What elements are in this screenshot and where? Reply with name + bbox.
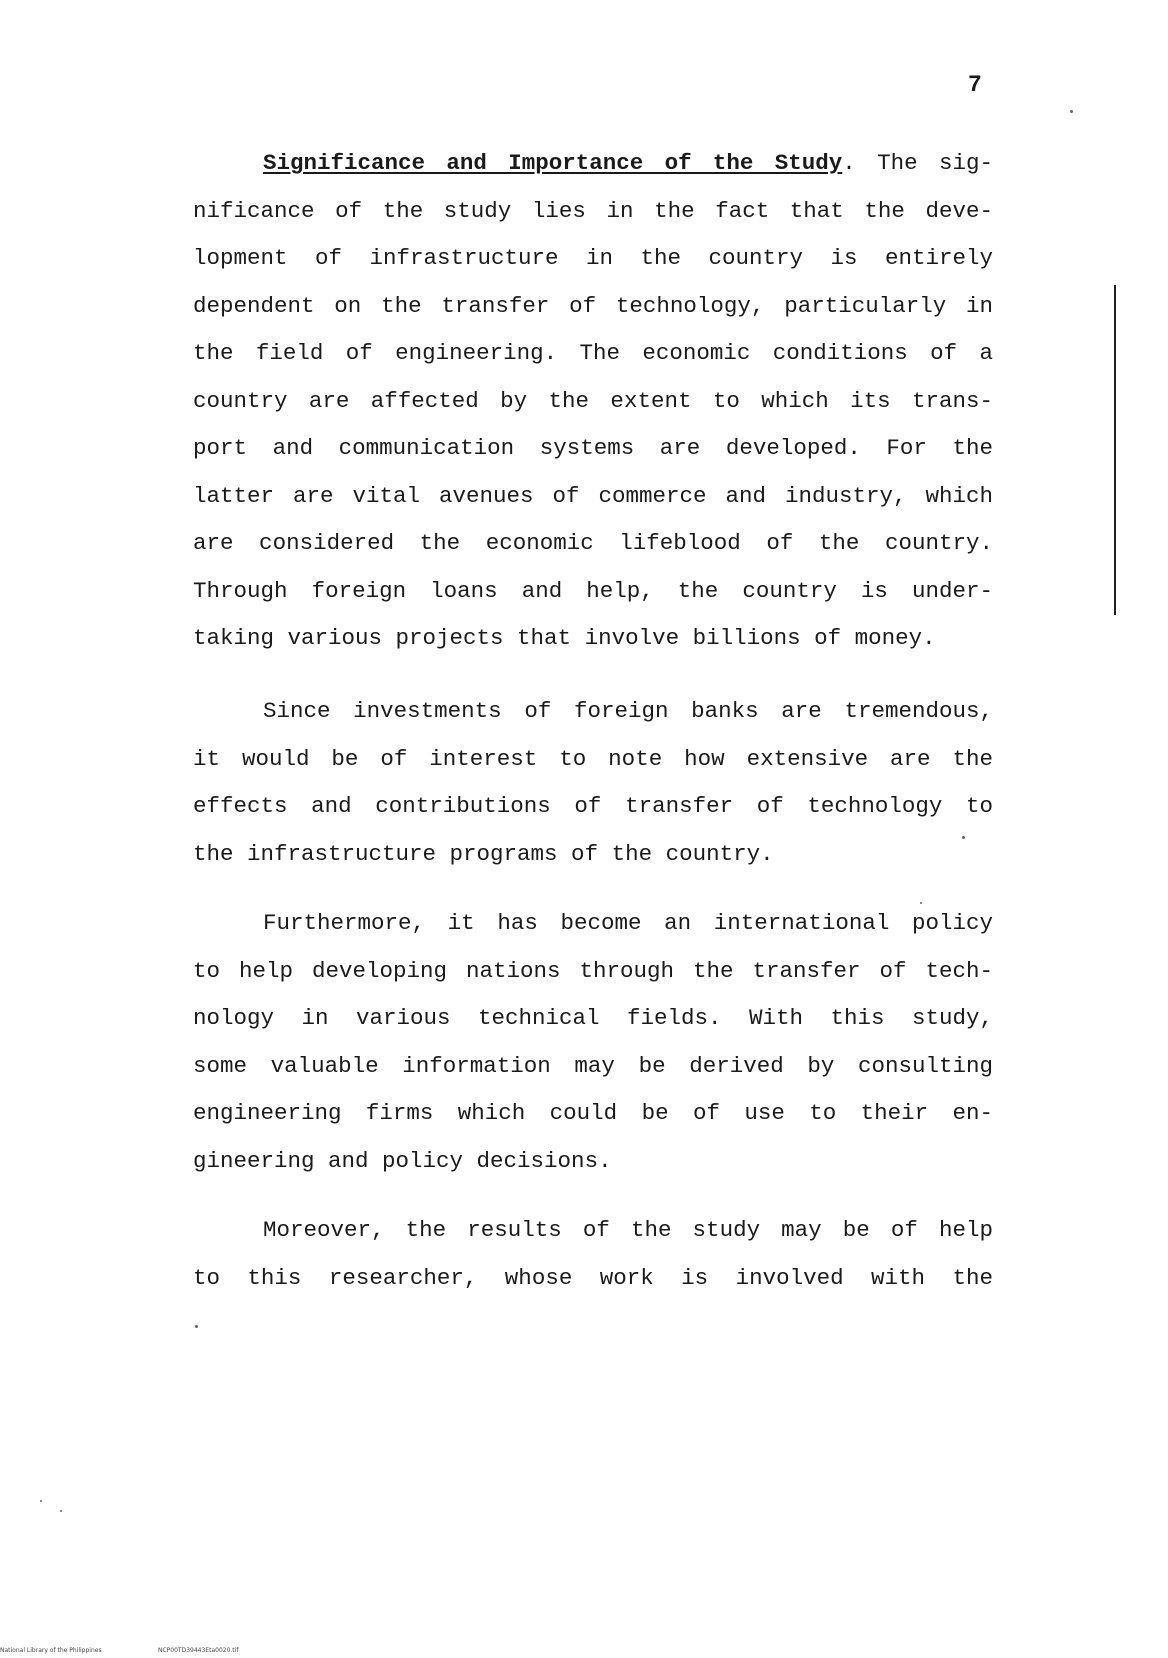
section-heading: Significance and Importance of the Study (263, 150, 843, 176)
scan-speck (962, 836, 965, 839)
scan-speck (195, 1325, 198, 1328)
text-line: to help developing nations through the transfer of tech- (193, 957, 993, 984)
text-line: to this researcher, whose work is involved with the (193, 1264, 993, 1291)
paragraph-investments (193, 688, 993, 878)
page-number: 7 (968, 72, 982, 98)
paragraph-furthermore (193, 900, 993, 1185)
text-line: latter are vital avenues of commerce and industry, which (193, 482, 993, 509)
scan-speck (60, 1510, 62, 1512)
scan-speck (920, 902, 922, 904)
paragraph-moreover (193, 1207, 993, 1302)
text-line: are considered the economic lifeblood of the country. (193, 530, 993, 556)
footer-file-code: NCP00TD39443Eta0020.tif (158, 1647, 239, 1654)
text-line: nificance of the study lies in the fact that the deve- (193, 197, 993, 224)
footer-library: National Library of the Philippines (0, 1647, 102, 1654)
text-line: Significance and Importance of the Study. The sig- (263, 150, 993, 176)
text-line: nology in various technical fields. With this study, (193, 1005, 993, 1031)
text-line: lopment of infrastructure in the country is entirely (193, 245, 993, 271)
text-line: some valuable information may be derived by consulting (193, 1052, 993, 1079)
text-line: Through foreign loans and help, the country is under- (193, 577, 993, 604)
text-line: Furthermore, it has become an international policy (263, 910, 993, 936)
text-line: Moreover, the results of the study may be of help (263, 1217, 993, 1243)
text-line: it would be of interest to note how extensive are the (193, 745, 993, 772)
text-line: the infrastructure programs of the country. (193, 840, 774, 867)
text-line: effects and contributions of transfer of technology to (193, 793, 993, 819)
text-line: Since investments of foreign banks are tremendous, (263, 698, 993, 724)
text-line: country are affected by the extent to which its trans- (193, 387, 993, 414)
scan-speck (1070, 110, 1073, 113)
text-line: engineering firms which could be of use to their en- (193, 1100, 993, 1126)
scan-speck (40, 1500, 42, 1502)
text-line: port and communication systems are developed. For the (193, 435, 993, 461)
paragraph-significance (193, 140, 993, 663)
footer-stamp (0, 1647, 239, 1654)
text-line: taking various projects that involve billions of money. (193, 625, 936, 651)
text-line: gineering and policy decisions. (193, 1147, 612, 1174)
scan-edge-mark (1114, 285, 1116, 615)
text-line: dependent on the transfer of technology, particularly in (193, 292, 993, 319)
text-line: the field of engineering. The economic conditions of a (193, 340, 993, 366)
